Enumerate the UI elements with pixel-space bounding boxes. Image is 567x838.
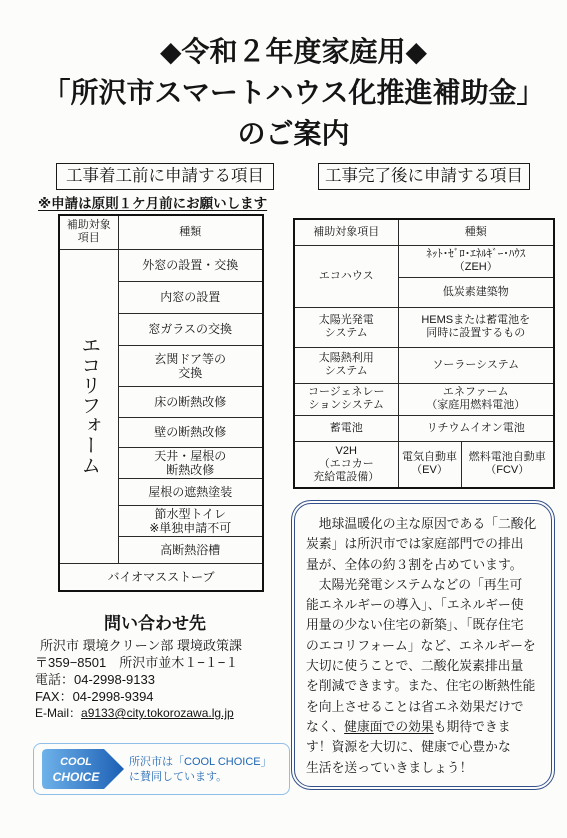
contact-heading: 問い合わせ先 <box>104 614 206 633</box>
type-cell <box>398 245 554 277</box>
header-subsidy-item <box>59 215 118 249</box>
title-line-2: 「所沢市スマートハウス化推進補助金」 <box>42 77 545 108</box>
before-construction-table <box>58 214 264 592</box>
item-cell <box>294 415 398 441</box>
cell-text: （エコカー <box>318 457 374 470</box>
climate-info-box <box>291 500 555 790</box>
cell-text: エネファーム <box>442 386 509 398</box>
document-title <box>20 31 567 154</box>
contact-address: 〒359−8501 所沢市並木１−１−１ <box>35 655 239 670</box>
type-cell <box>118 505 263 536</box>
header-type: 種類 <box>398 219 554 245</box>
logo-text-choice: CHOICE <box>52 770 100 784</box>
cell-text: 床の断熱改修 <box>154 394 227 409</box>
cool-choice-banner <box>33 743 290 795</box>
cell-text: ※単独申請不可 <box>149 520 232 535</box>
info-line: 量が、全体の約３割を占めています。 <box>306 556 523 572</box>
cool-choice-logo <box>42 749 124 789</box>
cell-text: （FCV） <box>485 464 530 477</box>
info-line: 炭素」は所沢市では家庭部門での排出 <box>306 536 524 552</box>
info-line: 用量の少ない住宅の新築」、「既存住宅 <box>306 617 524 633</box>
biomass-stove-cell: バイオマスストーブ <box>59 563 263 591</box>
type-cell <box>398 277 554 307</box>
category-cell <box>59 249 118 563</box>
table-row <box>294 383 554 415</box>
info-line: 生活を送っていきましょう！ <box>306 759 473 775</box>
info-text: も期待できま <box>433 718 511 734</box>
table-row <box>294 307 554 347</box>
category-eco-reform: エコリフォーム <box>77 334 100 475</box>
table-row <box>294 415 554 441</box>
cell-text: 天井・屋根の <box>154 448 227 463</box>
info-line: 大切に使うことで、二酸化炭素排出量 <box>306 658 524 674</box>
cell-text: 充給電設備） <box>313 470 380 483</box>
cool-choice-text-line: に賛同しています。 <box>129 771 228 783</box>
item-cell <box>294 245 398 307</box>
table-row <box>59 563 263 591</box>
cell-text: 項目 <box>77 232 100 245</box>
cell-text: ソーラーシステム <box>432 358 520 371</box>
type-cell <box>118 249 263 281</box>
cell-text: （家庭用燃料電池） <box>426 399 526 411</box>
application-timing-note: ※申請は原則１ケ月前にお願いします <box>38 196 268 211</box>
info-line <box>306 717 540 737</box>
type-cell <box>398 415 554 441</box>
after-construction-table <box>293 218 555 489</box>
cell-text: コージェネレー <box>307 386 385 398</box>
cell-text: 壁の断熱改修 <box>154 425 227 439</box>
cell-text: 低炭素建築物 <box>442 285 509 298</box>
info-line: 能エネルギーの導入」、「エネルギー使 <box>306 597 524 613</box>
header-type: 種類 <box>118 215 263 249</box>
info-line: を削減できます。また、住宅の断熱性能 <box>306 678 536 694</box>
before-construction-heading: 工事着工前に申請する項目 <box>56 163 274 190</box>
type-cell <box>118 386 263 417</box>
cell-text: （ZEH） <box>453 261 498 273</box>
cool-choice-statement <box>129 755 272 785</box>
cell-text: 補助対象 <box>66 219 111 232</box>
cell-text: 玄関ドア等の <box>154 351 227 366</box>
cell-text: 窓ガラスの交換 <box>148 322 233 336</box>
cell-text: 電気自動車 <box>402 451 457 464</box>
contact-email-line <box>35 705 242 722</box>
cool-choice-text-line: 所沢市は「COOL CHOICE」 <box>129 756 272 768</box>
cell-text: 燃料電池自動車 <box>468 451 546 464</box>
after-construction-heading: 工事完了後に申請する項目 <box>318 163 530 190</box>
info-line: のエコリフォーム」など、エネルギーを <box>306 637 536 653</box>
table-header-row <box>59 215 263 249</box>
type-cell <box>398 347 554 383</box>
cell-text: 太陽光発電 <box>318 314 374 326</box>
cell-text: ションシステム <box>308 399 384 411</box>
title-line-3: のご案内 <box>237 118 350 149</box>
info-line: 太陽光発電システムなどの「再生可 <box>306 576 523 592</box>
email-link[interactable]: a9133@city.tokorozawa.lg.jp <box>81 706 234 720</box>
info-line: 地球温暖化の主な原因である「二酸化 <box>306 516 537 531</box>
cell-text: 同時に設置するもの <box>426 327 526 339</box>
email-label: E-Mail： <box>35 706 82 720</box>
cell-text: 節水型トイレ <box>154 506 226 521</box>
type-cell <box>118 536 263 563</box>
type-cell <box>398 307 554 347</box>
type-cell-fcv <box>461 441 554 488</box>
table-row <box>294 347 554 383</box>
type-cell <box>118 417 263 447</box>
item-cell <box>294 383 398 415</box>
info-line: す！資源を大切に、健康で心豊かな <box>306 739 511 755</box>
type-cell <box>118 478 263 505</box>
cell-text: ﾈｯﾄ･ｾﾞﾛ･ｴﾈﾙｷﾞｰ･ﾊｳｽ <box>426 248 526 260</box>
cell-text: V2H <box>335 444 357 457</box>
contact-block <box>35 637 242 722</box>
cell-text: システム <box>324 327 368 339</box>
type-cell <box>118 281 263 313</box>
cell-text: 太陽熱利用 <box>318 352 374 364</box>
item-cell <box>294 347 398 383</box>
cell-text: 蓄電池 <box>329 421 363 434</box>
cell-text: 内窓の設置 <box>160 290 221 304</box>
table-header-row <box>294 219 554 245</box>
info-line: を向上させることは省エネ効果だけで <box>306 698 524 714</box>
cell-text: 断熱改修 <box>166 462 215 477</box>
cell-text: 外窓の設置・交換 <box>142 258 239 272</box>
table-row <box>294 245 554 277</box>
table-row <box>294 441 554 488</box>
cell-text: 屋根の遮熱塗装 <box>148 484 233 499</box>
cell-text: エコハウス <box>318 269 374 282</box>
cell-text: 交換 <box>178 365 203 380</box>
item-cell <box>294 307 398 347</box>
cell-text: HEMSまたは蓄電池を <box>421 314 531 326</box>
cell-text: リチウムイオン電池 <box>426 421 525 434</box>
info-text: なく、 <box>306 718 345 734</box>
contact-department: 所沢市 環境クリーン部 環境政策課 <box>40 638 242 653</box>
table-row <box>59 249 263 281</box>
cell-text: システム <box>324 365 368 377</box>
logo-text-cool: COOL <box>60 756 92 768</box>
type-cell <box>118 313 263 345</box>
contact-fax: FAX：04-2998-9394 <box>35 689 154 704</box>
health-benefit-emphasis: 健康面での効果 <box>344 718 434 734</box>
type-cell <box>118 345 263 386</box>
type-cell <box>118 447 263 478</box>
cell-text: （EV） <box>411 464 448 477</box>
type-cell-ev <box>398 441 461 488</box>
contact-phone: 電話：04-2998-9133 <box>35 672 155 687</box>
type-cell <box>398 383 554 415</box>
header-subsidy-item: 補助対象項目 <box>294 219 398 245</box>
item-cell <box>294 441 398 488</box>
cell-text: 高断熱浴槽 <box>160 542 221 557</box>
title-line-1: ◆令和２年度家庭用◆ <box>159 36 428 67</box>
